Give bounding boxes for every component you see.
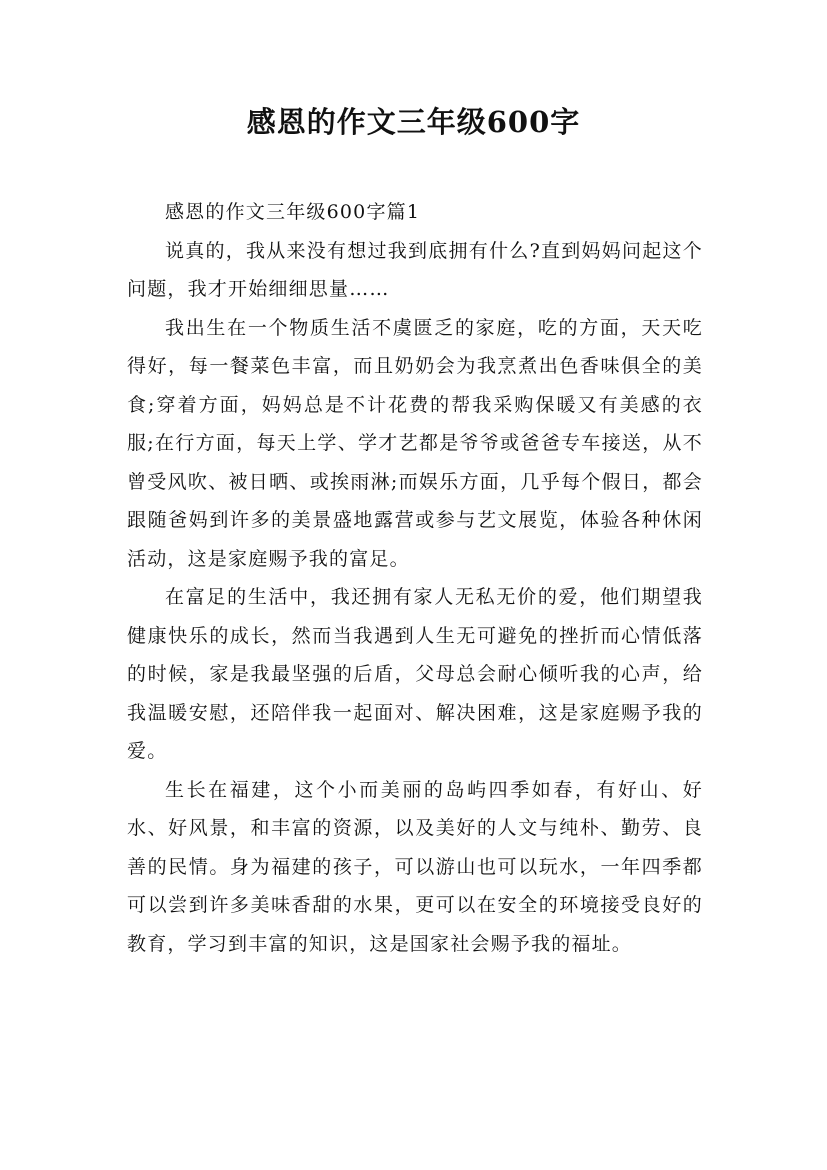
paragraph-4: 生长在福建，这个小而美丽的岛屿四季如春，有好山、好水、好风景，和丰富的资源，以及美好的人文与纯朴、勤劳、良善的民情。身为福建的孩子，可以游山也可以玩水，一年四季都可以尝到许多美味香甜的水果，更可以在安全的环境接受良好的教育，学习到丰富的知识，这是国家社会赐予我的福址。 bbox=[127, 778, 703, 955]
document-title: 感恩的作文三年级600字 bbox=[246, 105, 581, 139]
paragraph-1: 说真的，我从来没有想过我到底拥有什么?直到妈妈问起这个问题，我才开始细细思量…… bbox=[127, 239, 703, 300]
paragraph-3: 在富足的生活中，我还拥有家人无私无价的爱，他们期望我健康快乐的成长，然而当我遇到人生无可避免的挫折而心情低落的时候，家是我最坚强的后盾，父母总会耐心倾听我的心声，给我温暖安慰，还陪伴我一起面对、解决困难，这是家庭赐予我的爱。 bbox=[127, 586, 703, 762]
section-heading: 感恩的作文三年级600字篇1 bbox=[165, 201, 421, 223]
paragraph-2: 我出生在一个物质生活不虞匮乏的家庭，吃的方面，天天吃得好，每一餐菜色丰富，而且奶奶会为我烹煮出色香味俱全的美食;穿着方面，妈妈总是不计花费的帮我采购保暖又有美感的衣服;在行方面，每天上学、学才艺都是爷爷或爸爸专车接送，从不曾受风吹、被日晒、或挨雨淋;而娱乐方面，几乎每个假日，都会跟随爸妈到许多的美景盛地露营或参与艺文展览，体验各种休闲活动，这是家庭赐予我的富足。 bbox=[127, 316, 703, 570]
document-body bbox=[127, 193, 703, 963]
